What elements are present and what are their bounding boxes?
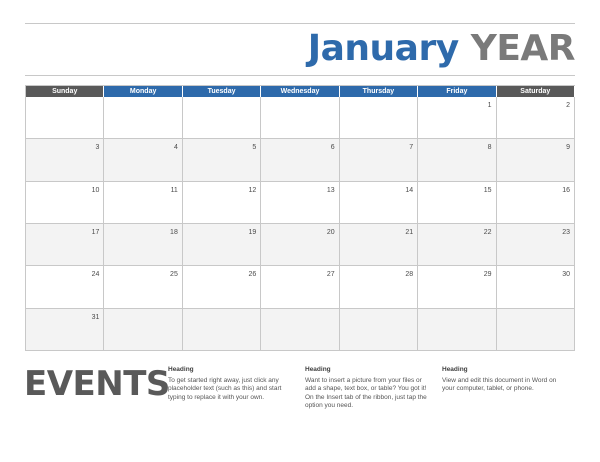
calendar-day-cell[interactable]	[26, 224, 104, 266]
calendar-day-cell[interactable]	[340, 139, 418, 181]
day-number: 21	[405, 228, 414, 236]
day-header-thursday: Thursday	[340, 86, 418, 97]
calendar-day-cell[interactable]	[497, 224, 575, 266]
calendar-day-cell[interactable]	[261, 182, 339, 224]
calendar-day-cell[interactable]	[183, 139, 261, 181]
day-header-saturday: Saturday	[497, 86, 575, 97]
event-body[interactable]: To get started right away, just click any placeholder text (such as this) and start typing to replace it with your own.	[168, 377, 282, 401]
day-number: 25	[170, 271, 178, 279]
day-number: 18	[170, 228, 178, 236]
page-title	[308, 26, 575, 72]
day-number: 2	[566, 102, 570, 109]
bottom-rule	[25, 75, 575, 76]
calendar-day-cell[interactable]	[183, 182, 261, 224]
event-body[interactable]: Want to insert a picture from your files or add a shape, text box, or table? You got it! On the Insert tab of the ribbon, just tap the option you need.	[305, 377, 427, 409]
day-number: 8	[487, 144, 492, 152]
calendar-day-cell[interactable]	[418, 309, 496, 351]
day-number: 3	[95, 144, 100, 152]
day-number: 26	[248, 271, 257, 279]
day-header-monday: Monday	[104, 86, 182, 97]
day-number: 12	[248, 186, 257, 194]
calendar-day-cell[interactable]	[340, 224, 418, 266]
day-number: 15	[483, 186, 492, 194]
day-number: 17	[91, 228, 100, 236]
calendar-day-cell[interactable]	[418, 139, 496, 181]
calendar-day-cell[interactable]	[340, 182, 418, 224]
calendar-day-cell[interactable]	[183, 266, 261, 308]
calendar-day-cell[interactable]	[104, 309, 182, 351]
day-number: 11	[170, 186, 178, 194]
day-number: 16	[562, 186, 570, 194]
day-number: 9	[566, 144, 570, 152]
calendar-day-cell[interactable]	[261, 266, 339, 308]
calendar-day-cell[interactable]	[261, 224, 339, 266]
day-number: 5	[252, 144, 257, 152]
calendar-day-cell[interactable]	[26, 266, 104, 308]
calendar-day-cell[interactable]	[26, 182, 104, 224]
day-number: 6	[330, 144, 335, 152]
calendar-day-cell[interactable]	[183, 97, 261, 139]
day-number: 7	[409, 144, 414, 152]
day-number: 27	[326, 271, 335, 279]
day-header-sunday: Sunday	[26, 86, 104, 97]
day-header-tuesday: Tuesday	[183, 86, 261, 97]
day-number: 24	[91, 271, 100, 279]
day-number: 31	[91, 313, 100, 321]
events-title: EVENTS	[24, 364, 170, 404]
calendar-day-cell[interactable]	[497, 266, 575, 308]
day-number: 19	[248, 228, 257, 236]
calendar-day-cell[interactable]	[418, 266, 496, 308]
top-rule	[25, 23, 575, 24]
calendar-day-cell[interactable]	[418, 97, 496, 139]
day-number: 4	[173, 144, 178, 152]
event-column-3	[442, 366, 570, 394]
year-title: YEAR	[470, 28, 575, 69]
day-header-wednesday: Wednesday	[261, 86, 339, 97]
calendar-day-cell[interactable]	[104, 266, 182, 308]
month-title: January	[307, 28, 459, 69]
calendar-day-cell[interactable]	[418, 224, 496, 266]
day-number: 10	[91, 186, 100, 194]
calendar-day-cell[interactable]	[26, 139, 104, 181]
day-number: 22	[483, 228, 492, 236]
calendar-day-cell[interactable]	[340, 266, 418, 308]
day-number: 30	[562, 271, 570, 279]
calendar-day-cell[interactable]	[497, 139, 575, 181]
calendar-day-cell[interactable]	[261, 97, 339, 139]
calendar-day-cell[interactable]	[497, 309, 575, 351]
day-number: 1	[487, 102, 492, 109]
calendar-day-cell[interactable]	[497, 182, 575, 224]
event-body[interactable]: View and edit this document in Word on your computer, tablet, or phone.	[442, 377, 557, 393]
day-number: 13	[326, 186, 335, 194]
calendar-day-cell[interactable]	[418, 182, 496, 224]
day-number: 14	[405, 186, 414, 194]
calendar-grid	[25, 85, 575, 351]
event-heading[interactable]: Heading	[442, 366, 468, 373]
event-heading[interactable]: Heading	[168, 366, 194, 373]
event-column-1	[168, 366, 296, 402]
calendar-day-cell[interactable]	[104, 97, 182, 139]
calendar-day-cell[interactable]	[104, 139, 182, 181]
calendar-day-cell[interactable]	[104, 182, 182, 224]
calendar-day-cell[interactable]	[26, 309, 104, 351]
day-number: 29	[483, 271, 492, 279]
calendar-day-cell[interactable]	[261, 139, 339, 181]
day-number: 23	[562, 228, 570, 236]
calendar-day-cell[interactable]	[183, 224, 261, 266]
calendar-day-cell[interactable]	[261, 309, 339, 351]
event-heading[interactable]: Heading	[305, 366, 331, 373]
calendar-day-cell[interactable]	[497, 97, 575, 139]
day-header-friday: Friday	[418, 86, 496, 97]
day-number: 28	[405, 271, 414, 279]
event-column-2	[305, 366, 433, 410]
day-number: 20	[326, 228, 335, 236]
calendar-day-cell[interactable]	[183, 309, 261, 351]
calendar-day-cell[interactable]	[104, 224, 182, 266]
calendar-day-cell[interactable]	[340, 309, 418, 351]
calendar-day-cell[interactable]	[26, 97, 104, 139]
calendar-day-cell[interactable]	[340, 97, 418, 139]
